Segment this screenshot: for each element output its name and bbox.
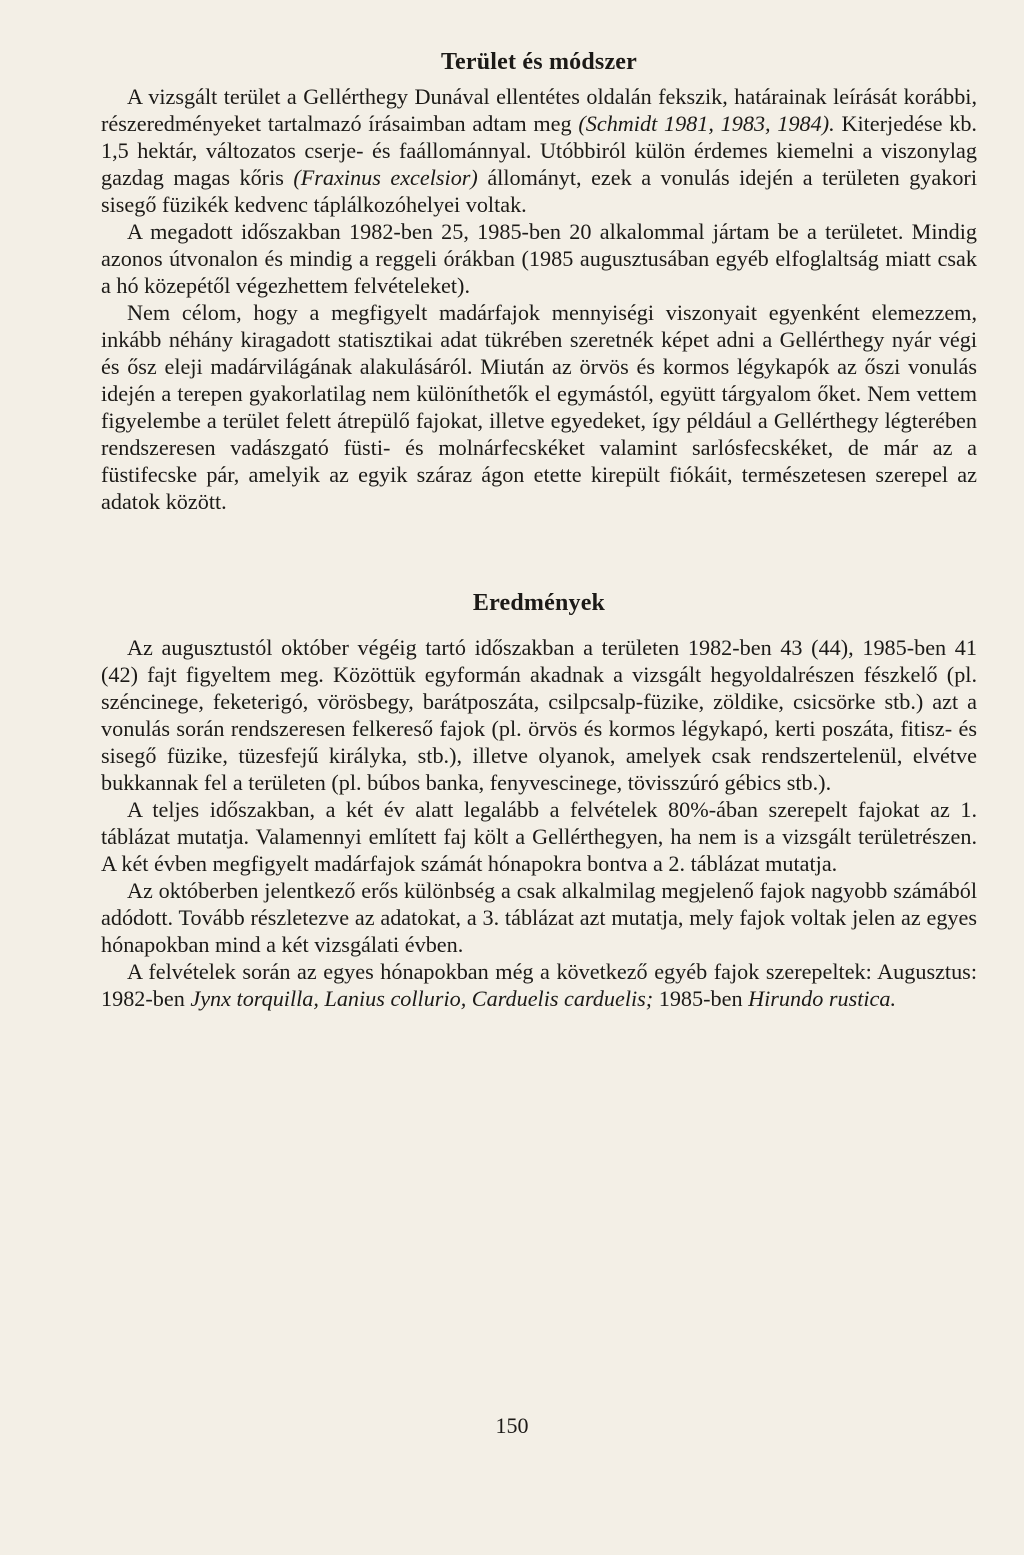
citation: (Schmidt 1981, 1983, 1984). — [578, 111, 835, 136]
page-number: 150 — [495, 1413, 529, 1438]
paragraph-area-description — [101, 83, 977, 218]
section-title-terulet-es-modszer: Terület és módszer — [441, 49, 637, 75]
paragraph-survey-schedule: A megadott időszakban 1982-ben 25, 1985-ben 20 alkalommal jártam be a területet. Mindig azonos útvonalon és mindig a reggeli órákban (1985 augusztusában egyéb elfoglaltság miatt csak a hó közepétől végezhettem felvételeket). — [101, 219, 977, 298]
text-run: állományt, ezek a vonulás idején a területen gyakori sisegő füzikék kedvenc táplálkozóhelyei voltak. — [101, 165, 977, 217]
paragraph-table-references: A teljes időszakban, a két év alatt legalább a felvételek 80%-ában szerepelt fajokat az 1. táblázat mutatja. Valamennyi említett faj költ a Gellérthegyen, ha nem is a vizsgált területrészen. A két évben megfigyelt madárfajok számát hónapokra bontva a 2. táblázat mutatja. — [101, 797, 977, 876]
paragraph-species-count: Az augusztustól október végéig tartó időszakban a területen 1982-ben 43 (44), 1985-ben 41 (42) fajt figyeltem meg. Közöttük egyformán akadnak a vizsgált hegyoldalrészen fészkelő (pl. széncinege, feketerigó, vörösbegy, barátposzáta, csilpcsalp-füzike, zöldike, csicsörke stb.) azt a vonulás során rendszeresen felkereső fajok (pl. örvös és kormos légykapó, kerti poszáta, fitisz- és sisegő füzike, tüzesfejű királyka, stb.), illetve olyanok, amelyek csak rendszertelenül, elvétve bukkannak fel a területen (pl. búbos banka, fenyvescinege, tövisszúró gébics stb.). — [101, 635, 977, 795]
paragraph-method-notes: Nem célom, hogy a megfigyelt madárfajok mennyiségi viszonyait egyenként elemezzem, inkább néhány kiragadott statisztikai adat tükrében szeretnék képet adni a Gellérthegy nyár végi és ősz eleji madárvilágának alakulásáról. Miután az örvös és kormos légykapók az őszi vonulás idején a terepen gyakorlatilag nem különíthetők el egymástól, együtt tárgyalom őket. Nem vettem figyelembe a terület felett átrepülő fajokat, illetve egyedeket, így például a Gellérthegy légterében rendszeresen vadászgató füsti- és molnárfecskéket valamint sarlósfecskéket, de már az a füstifecske pár, amelyik az egyik száraz ágon etette kirepült fiókáit, természetesen szerepel az adatok között. — [101, 300, 977, 514]
section-title-eredmenyek: Eredmények — [472, 590, 606, 616]
species-list-1982: Jynx torquilla, Lanius collurio, Carduelis carduelis; — [190, 986, 654, 1011]
paragraph-october-difference: Az októberben jelentkező erős különbség a csak alkalmilag megjelenő fajok nagyobb számából adódott. Tovább részletezve az adatokat, a 3. táblázat azt mutatja, mely fajok voltak jelen az egyes hónapokban mind a két vizsgálati évben. — [101, 878, 977, 957]
species-name: (Fraxinus excelsior) — [293, 165, 478, 190]
text-run: Kiterjedése kb. 1,5 hektár, változatos cserje- és faállománnyal. Utóbbiról külön érdemes kiemelni a viszonylag gazdag magas kőris — [101, 111, 977, 190]
results-body — [101, 634, 977, 1012]
paragraph-other-species — [101, 958, 977, 1012]
text-run: A felvételek során az egyes hónapokban még a következő egyéb fajok szerepeltek: Augusztus: 1982-ben — [101, 959, 977, 1011]
document-page — [101, 44, 977, 1012]
text-run: A vizsgált terület a Gellérthegy Dunával ellentétes oldalán fekszik, határainak leírását korábbi, részeredményeket tartalmazó írásaimban adtam meg — [101, 84, 977, 136]
species-list-1985: Hirundo rustica. — [748, 986, 897, 1011]
text-run: 1985-ben — [653, 986, 749, 1011]
